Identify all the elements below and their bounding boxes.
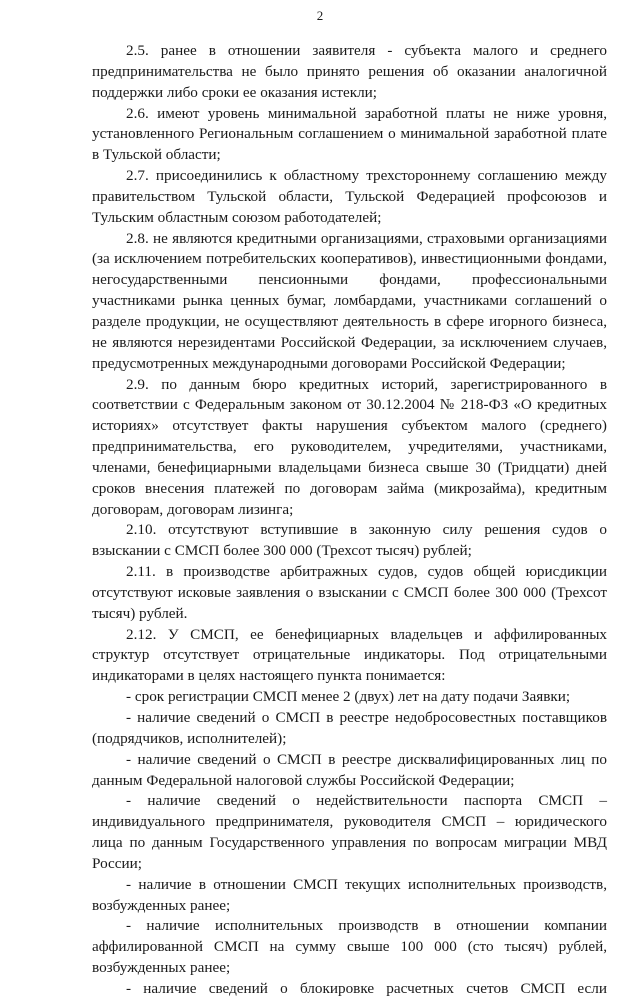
indicator-item-affiliated-enforcement: - наличие исполнительных производств в отношении компании аффилированной СМСП на сумму свыше 100 000 (сто тысяч) рублей, возбужденных ранее; xyxy=(92,917,607,977)
page-number: 2 xyxy=(316,8,324,23)
indicator-item-blocked-accounts: - наличие сведений о блокировке расчетных счетов СМСП если xyxy=(126,979,607,997)
paragraph-2-5: 2.5. ранее в отношении заявителя - субъекта малого и среднего предпринимательства не было принято решения об оказании аналогичной поддержки либо сроки ее оказания истекли; xyxy=(92,42,607,101)
paragraph-2-8: 2.8. не являются кредитными организациями, страховыми организациями (за исключением потребительских кооперативов), инвестиционными фондами, негосударственными пенсионными фондами, профессиональными участниками рынка ценных бумаг, ломбардами, участниками соглашений о разделе продукции, не осуществляют деятельность в сфере игорного бизнеса, не являются нерезидентами Российской Федерации, за исключением случаев, предусмотренных международными договорами Российской Федерации; xyxy=(92,229,607,372)
paragraph-2-6: 2.6. имеют уровень минимальной заработной платы не ниже уровня, установленного Региональным соглашением о минимальной заработной плате в Тульской области; xyxy=(92,104,607,164)
indicator-item-registration-term: - срок регистрации СМСП менее 2 (двух) лет на дату подачи Заявки; xyxy=(126,688,571,706)
indicator-item-enforcement-proceedings: - наличие в отношении СМСП текущих исполнительных производств, возбужденных ранее; xyxy=(92,875,607,914)
paragraph-2-12: 2.12. У СМСП, ее бенефициарных владельцев и аффилированных структур отсутствует отрицательные индикаторы. Под отрицательными индикаторами в целях настоящего пункта понимается: xyxy=(92,625,607,685)
indicator-item-disqualified-persons-registry: - наличие сведений о СМСП в реестре дисквалифицированных лиц по данным Федеральной налоговой службы Российской Федерации; xyxy=(92,750,607,789)
paragraph-2-7: 2.7. присоединились к областному трехстороннему соглашению между правительством Тульской области, Тульской Федерацией профсоюзов и Тульским областным союзом работодателей; xyxy=(92,167,607,226)
indicator-item-unfair-suppliers-registry: - наличие сведений о СМСП в реестре недобросовестных поставщиков (подрядчиков, исполнителей); xyxy=(92,709,607,747)
indicator-item-invalid-passport: - наличие сведений о недействительности паспорта СМСП – индивидуального предпринимателя, руководителя СМСП – юридического лица по данным Государственного управления по вопросам миграции МВД России; xyxy=(92,792,607,872)
paragraph-2-10: 2.10. отсутствуют вступившие в законную силу решения судов о взыскании с СМСП более 300 000 (Трехсот тысяч) рублей; xyxy=(92,521,607,560)
paragraph-2-9: 2.9. по данным бюро кредитных историй, зарегистрированного в соответствии с Федеральным законом от 30.12.2004 № 218-ФЗ «О кредитных историях» отсутствует факты нарушения субъектом малого (среднего) предпринимательства, его руководителем, учредителями, участниками, членами, бенефициарными владельцами бизнеса свыше 30 (Тридцати) дней сроков внесения платежей по договорам займа (микрозайма), кредитным договорам, договорам лизинга; xyxy=(92,375,607,518)
document-body xyxy=(92,41,607,1000)
paragraph-2-11: 2.11. в производстве арбитражных судов, судов общей юрисдикции отсутствуют исковые заявления о взыскании с СМСП более 300 000 (Трехсот тысяч) рублей. xyxy=(92,563,607,622)
